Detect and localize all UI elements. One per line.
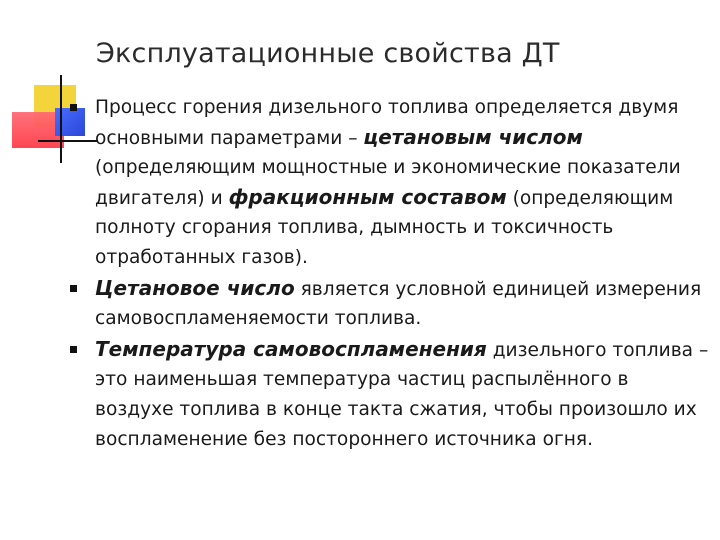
text-run: (определяющим мощностные и экономические показатели двигателя) и	[95, 157, 681, 209]
bullet-item-1	[70, 93, 710, 273]
text-run: дизельного топлива – это наименьшая температура частиц распылённого в воздухе топлива в конце такта сжатия, чтобы произошло их воспламенение без постороннего источника огня.	[95, 339, 709, 450]
text-run: является условной единицей измерения самовоспламеняемости топлива.	[95, 278, 702, 330]
text-run: Процесс горения дизельного топлива определяется двумя основными параметрами –	[95, 97, 679, 149]
bullet-item-2	[70, 274, 710, 334]
emphasized-term: Цетановое число	[95, 275, 295, 300]
text-run: (определяющим полноту сгорания топлива, дымность и токсичность отработанных газов).	[95, 187, 674, 268]
bullet-text	[95, 275, 702, 330]
bullet-list	[70, 93, 710, 454]
bullet-text	[95, 97, 681, 268]
emphasized-term: фракционным составом	[228, 184, 507, 209]
emphasized-term: цетановым числом	[363, 124, 583, 149]
bullet-square-icon	[70, 285, 77, 292]
vertical-line-shape	[60, 75, 62, 163]
bullet-square-icon	[70, 104, 77, 111]
bullet-item-3	[70, 335, 710, 454]
bullet-square-icon	[70, 346, 77, 353]
emphasized-term: Температура самовоспламенения	[95, 336, 487, 361]
slide-title: Эксплуатационные свойства ДТ	[96, 38, 560, 69]
bullet-text	[95, 336, 709, 450]
